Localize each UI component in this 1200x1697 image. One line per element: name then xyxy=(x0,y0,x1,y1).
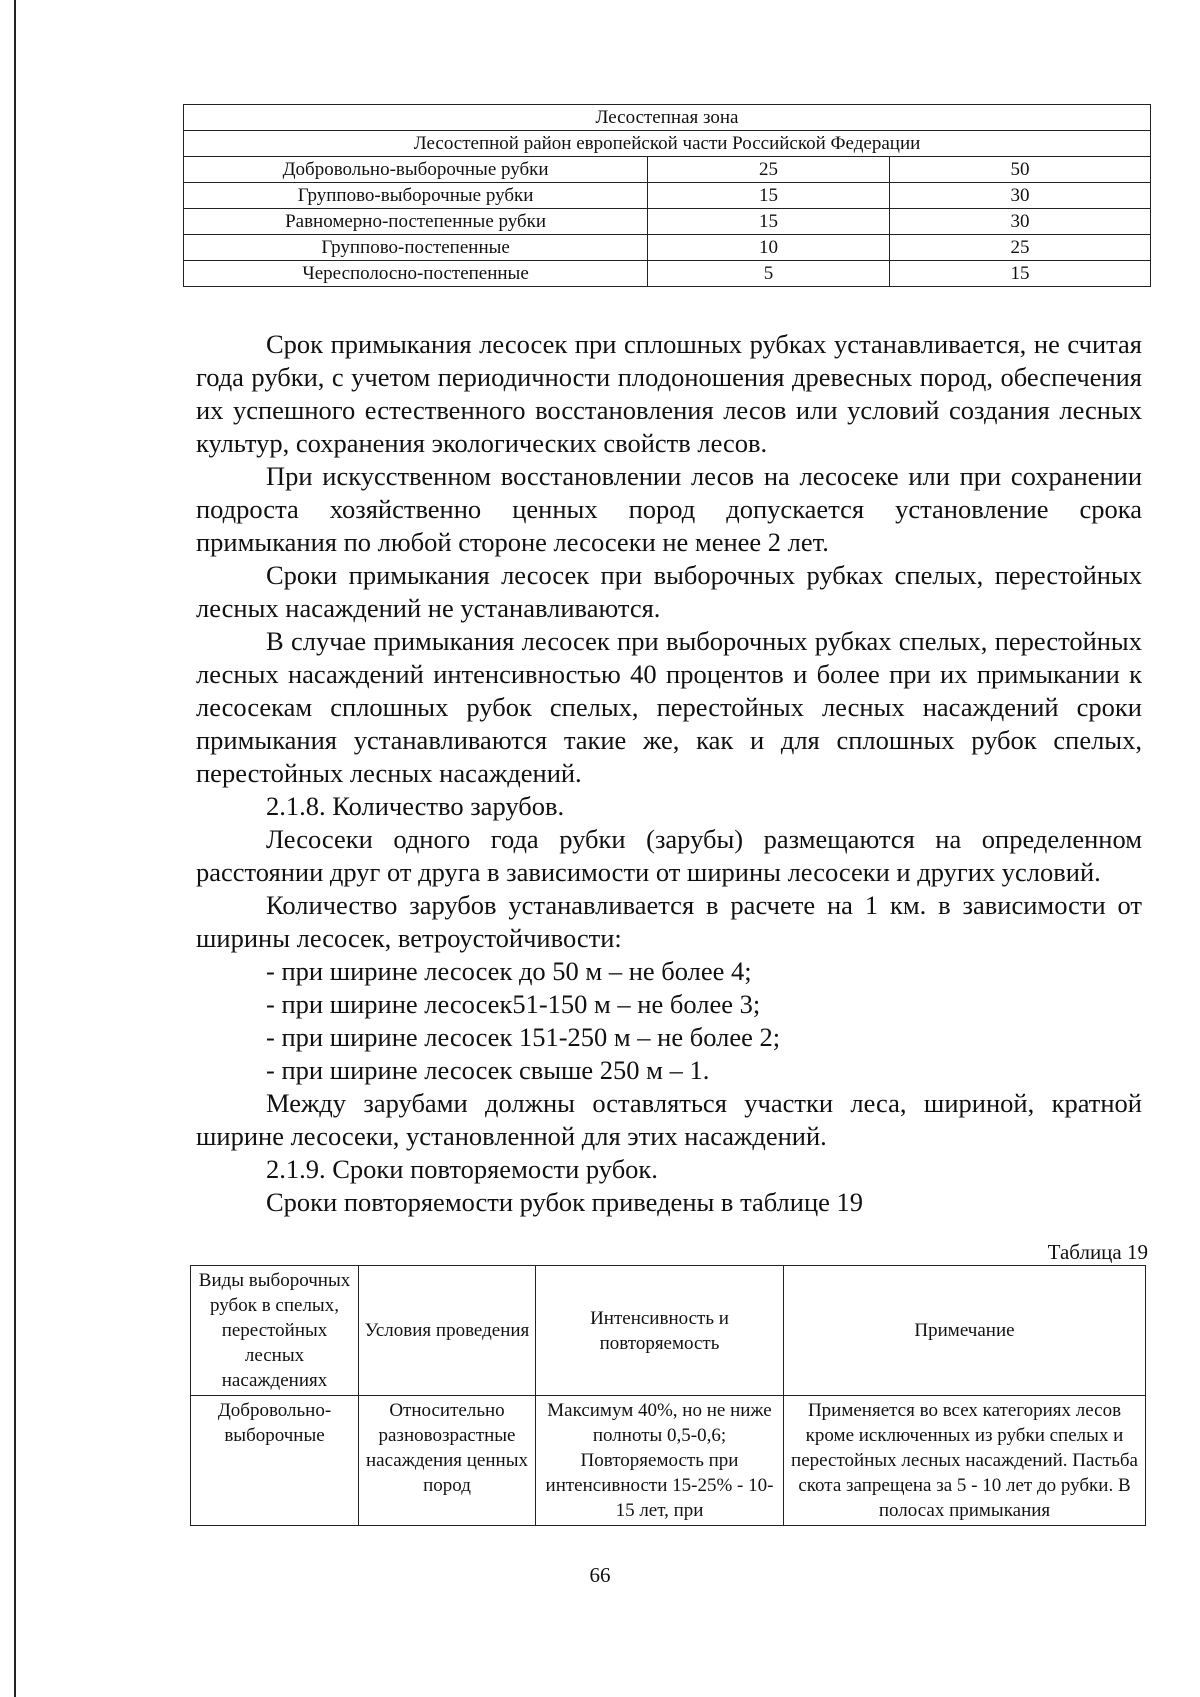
paragraph: При искусственном восстановлении лесов на лесосеке или при сохранении подроста хозяйственно ценных пород допускается установление срока примыкания по любой стороне лесосеки не менее 2 лет. xyxy=(196,461,1142,557)
header-cell: Интенсивность и повторяемость xyxy=(536,1266,784,1396)
cut-type-cell: Равномерно-постепенные рубки xyxy=(184,209,648,235)
value-cell: 10 xyxy=(648,235,890,261)
scan-edge-line xyxy=(14,0,16,1697)
zone-header: Лесостепная зона xyxy=(184,105,1151,131)
cut-type-cell: Чересполосно-постепенные xyxy=(184,261,648,287)
table-row xyxy=(184,209,1151,235)
section-heading-2-1-8: 2.1.8. Количество зарубов. xyxy=(266,791,565,821)
value-cell: 5 xyxy=(648,261,890,287)
table-cell: Максимум 40%, но не ниже полноты 0,5-0,6; Повторяемость при интенсивности 15-25% - 10-15 лет, при xyxy=(536,1396,784,1526)
paragraph: В случае примыкания лесосек при выборочных рубках спелых, перестойных лесных насаждений интенсивностью 40 процентов и более при их примыкании к лесосекам сплошных рубок спелых, перестойных лесных насаждений сроки примыкания устанавливаются такие же, как и для сплошных рубок спелых, перестойных лесных насаждений. xyxy=(196,626,1142,788)
value-cell: 50 xyxy=(889,157,1150,183)
list-item: - при ширине лесосек51-150 м – не более 3; xyxy=(266,989,761,1019)
section-heading-2-1-9: 2.1.9. Сроки повторяемости рубок. xyxy=(266,1154,658,1184)
table-cell: Относительно разновозрастные насаждения ценных пород xyxy=(359,1396,536,1526)
forest-steppe-table xyxy=(183,104,1151,287)
paragraph: Сроки примыкания лесосек при выборочных рубках спелых, перестойных лесных насаждений не устанавливаются. xyxy=(196,560,1142,623)
cut-type-cell: Добровольно-выборочные рубки xyxy=(184,157,648,183)
page-number: 66 xyxy=(589,1563,611,1587)
table-row xyxy=(184,157,1151,183)
paragraph: Количество зарубов устанавливается в расчете на 1 км. в зависимости от ширины лесосек, ветроустойчивости: xyxy=(196,890,1142,953)
value-cell: 15 xyxy=(648,183,890,209)
cut-type-cell: Группово-выборочные рубки xyxy=(184,183,648,209)
header-cell: Примечание xyxy=(784,1266,1146,1396)
table-header-row xyxy=(191,1266,1146,1396)
paragraph: Лесосеки одного года рубки (зарубы) размещаются на определенном расстоянии друг от друга в зависимости от ширины лесосеки и других условий. xyxy=(196,824,1142,887)
cut-type-cell: Группово-постепенные xyxy=(184,235,648,261)
value-cell: 30 xyxy=(889,209,1150,235)
value-cell: 15 xyxy=(648,209,890,235)
table-cell: Добровольно-выборочные xyxy=(191,1396,359,1526)
list-item: - при ширине лесосек 151-250 м – не более 2; xyxy=(266,1022,781,1052)
table-row xyxy=(184,235,1151,261)
table-caption: Таблица 19 xyxy=(1047,1240,1148,1264)
value-cell: 15 xyxy=(889,261,1150,287)
table-row xyxy=(191,1396,1146,1526)
table-19 xyxy=(190,1265,1146,1526)
body-text xyxy=(196,328,1142,1219)
value-cell: 25 xyxy=(648,157,890,183)
table-row xyxy=(184,261,1151,287)
region-header: Лесостепной район европейской части Российской Федерации xyxy=(184,131,1151,157)
table-cell: Применяется во всех категориях лесов кроме исключенных из рубки спелых и перестойных лесных насаждений. Пастьба скота запрещена за 5 - 10 лет до рубки. В полосах примыкания xyxy=(784,1396,1146,1526)
paragraph: Срок примыкания лесосек при сплошных рубках устанавливается, не считая года рубки, с учетом периодичности плодоношения древесных пород, обеспечения их успешного естественного восстановления лесов или условий создания лесных культур, сохранения экологических свойств лесов. xyxy=(196,329,1142,458)
header-cell: Виды выборочных рубок в спелых, перестойных лесных насаждениях xyxy=(191,1266,359,1396)
paragraph: Между зарубами должны оставляться участки леса, шириной, кратной ширине лесосеки, установленной для этих насаждений. xyxy=(196,1088,1142,1151)
list-item: - при ширине лесосек свыше 250 м – 1. xyxy=(266,1055,710,1085)
value-cell: 25 xyxy=(889,235,1150,261)
header-cell: Условия проведения xyxy=(359,1266,536,1396)
value-cell: 30 xyxy=(889,183,1150,209)
list-item: - при ширине лесосек до 50 м – не более 4; xyxy=(266,956,752,986)
paragraph: Сроки повторяемости рубок приведены в таблице 19 xyxy=(266,1187,864,1217)
table-row xyxy=(184,183,1151,209)
